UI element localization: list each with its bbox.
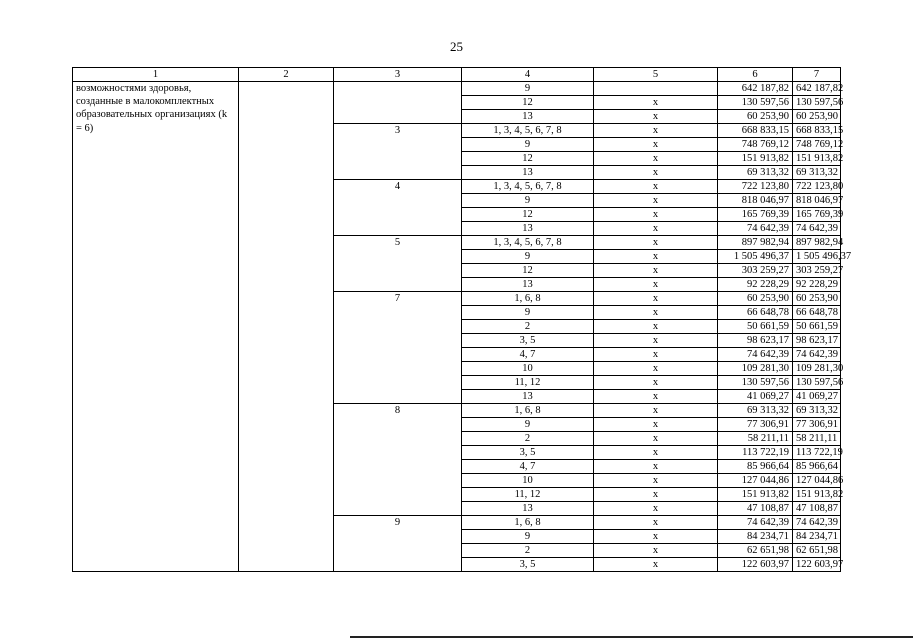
col-header-5: 5 [594,68,718,82]
mark-cell: x [594,530,718,544]
mark-cell: x [594,320,718,334]
subgroup-cell: 13 [462,166,594,180]
amount-cell: 130 597,56 [718,96,793,110]
mark-cell: x [594,110,718,124]
amount-total-cell: 74 642,39 [793,516,841,530]
subgroup-cell: 1, 6, 8 [462,516,594,530]
amount-total-cell: 50 661,59 [793,320,841,334]
subgroup-cell: 13 [462,110,594,124]
subgroup-cell: 9 [462,82,594,96]
amount-cell: 74 642,39 [718,222,793,236]
amount-total-cell: 151 913,82 [793,152,841,166]
amount-cell: 897 982,94 [718,236,793,250]
mark-cell: x [594,152,718,166]
subgroup-cell: 1, 3, 4, 5, 6, 7, 8 [462,236,594,250]
amount-cell: 151 913,82 [718,152,793,166]
mark-cell: x [594,250,718,264]
amount-total-cell: 1 505 496,37 [793,250,841,264]
subgroup-cell: 12 [462,152,594,166]
page-number: 25 [450,39,463,54]
mark-cell: x [594,208,718,222]
mark-cell: x [594,390,718,404]
amount-total-cell: 668 833,15 [793,124,841,138]
amount-cell: 60 253,90 [718,110,793,124]
mark-cell: x [594,306,718,320]
subgroup-cell: 12 [462,208,594,222]
subgroup-cell: 1, 6, 8 [462,404,594,418]
subgroup-cell: 12 [462,264,594,278]
amount-total-cell: 69 313,32 [793,404,841,418]
subgroup-cell: 2 [462,432,594,446]
column-2-cell [239,82,334,572]
amount-total-cell: 41 069,27 [793,390,841,404]
amount-total-cell: 77 306,91 [793,418,841,432]
subgroup-cell: 3, 5 [462,558,594,572]
amount-total-cell: 60 253,90 [793,292,841,306]
mark-cell: x [594,236,718,250]
amount-total-cell: 85 966,64 [793,460,841,474]
amount-total-cell: 165 769,39 [793,208,841,222]
amount-cell: 74 642,39 [718,516,793,530]
subgroup-cell: 1, 6, 8 [462,292,594,306]
amount-total-cell: 748 769,12 [793,138,841,152]
subgroup-cell: 9 [462,138,594,152]
mark-cell: x [594,418,718,432]
subgroup-cell: 9 [462,530,594,544]
amount-cell: 77 306,91 [718,418,793,432]
amount-total-cell: 69 313,32 [793,166,841,180]
amount-cell: 668 833,15 [718,124,793,138]
subgroup-cell: 4, 7 [462,460,594,474]
data-table [72,67,852,572]
mark-cell: x [594,362,718,376]
subgroup-cell: 9 [462,418,594,432]
subgroup-cell: 2 [462,320,594,334]
group-code-cell: 5 [334,236,462,292]
mark-cell: x [594,376,718,390]
amount-total-cell: 58 211,11 [793,432,841,446]
mark-cell: x [594,292,718,306]
amount-cell: 642 187,82 [718,82,793,96]
mark-cell: x [594,180,718,194]
amount-total-cell: 722 123,80 [793,180,841,194]
amount-cell: 113 722,19 [718,446,793,460]
amount-cell: 151 913,82 [718,488,793,502]
amount-total-cell: 113 722,19 [793,446,841,460]
amount-cell: 109 281,30 [718,362,793,376]
amount-total-cell: 109 281,30 [793,362,841,376]
amount-cell: 66 648,78 [718,306,793,320]
amount-cell: 122 603,97 [718,558,793,572]
group-code-cell [334,82,462,124]
mark-cell: x [594,222,718,236]
subgroup-cell: 9 [462,250,594,264]
amount-total-cell: 130 597,56 [793,96,841,110]
amount-total-cell: 130 597,56 [793,376,841,390]
amount-cell: 130 597,56 [718,376,793,390]
mark-cell: x [594,558,718,572]
mark-cell: x [594,446,718,460]
amount-cell: 748 769,12 [718,138,793,152]
subgroup-cell: 12 [462,96,594,110]
mark-cell: x [594,404,718,418]
amount-total-cell: 818 046,97 [793,194,841,208]
amount-cell: 92 228,29 [718,278,793,292]
subgroup-cell: 10 [462,362,594,376]
amount-total-cell: 60 253,90 [793,110,841,124]
mark-cell: x [594,460,718,474]
subgroup-cell: 9 [462,306,594,320]
amount-cell: 722 123,80 [718,180,793,194]
amount-cell: 98 623,17 [718,334,793,348]
subgroup-cell: 13 [462,222,594,236]
amount-total-cell: 92 228,29 [793,278,841,292]
amount-cell: 84 234,71 [718,530,793,544]
amount-total-cell: 122 603,97 [793,558,841,572]
amount-total-cell: 66 648,78 [793,306,841,320]
col-header-2: 2 [239,68,334,82]
amount-total-cell: 303 259,27 [793,264,841,278]
subgroup-cell: 1, 3, 4, 5, 6, 7, 8 [462,180,594,194]
col-header-6: 6 [718,68,793,82]
amount-cell: 818 046,97 [718,194,793,208]
amount-cell: 58 211,11 [718,432,793,446]
col-header-3: 3 [334,68,462,82]
amount-total-cell: 74 642,39 [793,348,841,362]
mark-cell [594,82,718,96]
mark-cell: x [594,96,718,110]
group-code-cell: 8 [334,404,462,516]
col-header-7: 7 [793,68,841,82]
mark-cell: x [594,124,718,138]
amount-cell: 50 661,59 [718,320,793,334]
subgroup-cell: 9 [462,194,594,208]
subgroup-cell: 3, 5 [462,334,594,348]
amount-total-cell: 62 651,98 [793,544,841,558]
subgroup-cell: 4, 7 [462,348,594,362]
amount-cell: 69 313,32 [718,404,793,418]
subgroup-cell: 13 [462,278,594,292]
subgroup-cell: 3, 5 [462,446,594,460]
category-description: возможностями здоровья, созданные в малокомплектных образовательных организациях (k = 6) [73,82,239,572]
amount-total-cell: 47 108,87 [793,502,841,516]
amount-total-cell: 151 913,82 [793,488,841,502]
subgroup-cell: 11, 12 [462,488,594,502]
amount-cell: 165 769,39 [718,208,793,222]
group-code-cell: 4 [334,180,462,236]
subgroup-cell: 2 [462,544,594,558]
group-code-cell: 3 [334,124,462,180]
subgroup-cell: 13 [462,502,594,516]
amount-cell: 62 651,98 [718,544,793,558]
amount-total-cell: 98 623,17 [793,334,841,348]
mark-cell: x [594,544,718,558]
subgroup-cell: 1, 3, 4, 5, 6, 7, 8 [462,124,594,138]
mark-cell: x [594,194,718,208]
header-row [73,68,841,82]
group-code-cell: 7 [334,292,462,404]
group-code-cell: 9 [334,516,462,572]
mark-cell: x [594,502,718,516]
amount-cell: 69 313,32 [718,166,793,180]
amount-total-cell: 897 982,94 [793,236,841,250]
amount-cell: 60 253,90 [718,292,793,306]
mark-cell: x [594,474,718,488]
mark-cell: x [594,432,718,446]
scan-edge-line [350,636,913,638]
mark-cell: x [594,138,718,152]
col-header-1: 1 [73,68,239,82]
amount-cell: 303 259,27 [718,264,793,278]
table-row [73,82,841,96]
mark-cell: x [594,488,718,502]
subgroup-cell: 13 [462,390,594,404]
amount-total-cell: 127 044,86 [793,474,841,488]
amount-cell: 41 069,27 [718,390,793,404]
amount-cell: 127 044,86 [718,474,793,488]
mark-cell: x [594,264,718,278]
amount-total-cell: 74 642,39 [793,222,841,236]
amount-cell: 74 642,39 [718,348,793,362]
subgroup-cell: 11, 12 [462,376,594,390]
col-header-4: 4 [462,68,594,82]
mark-cell: x [594,334,718,348]
amount-cell: 47 108,87 [718,502,793,516]
mark-cell: x [594,516,718,530]
amount-cell: 85 966,64 [718,460,793,474]
subgroup-cell: 10 [462,474,594,488]
mark-cell: x [594,348,718,362]
amount-cell: 1 505 496,37 [718,250,793,264]
amount-total-cell: 84 234,71 [793,530,841,544]
amount-total-cell: 642 187,82 [793,82,841,96]
mark-cell: x [594,278,718,292]
mark-cell: x [594,166,718,180]
